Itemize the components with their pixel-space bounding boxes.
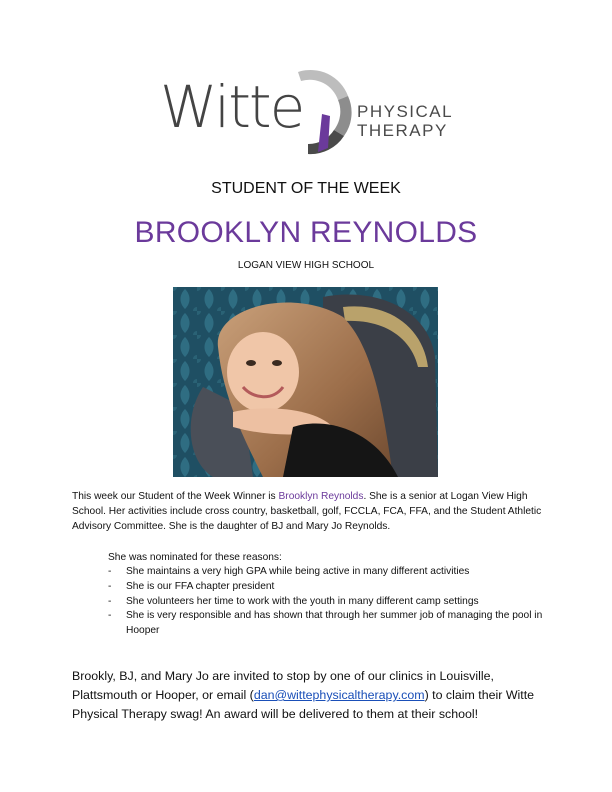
witte-logo	[160, 66, 460, 166]
reason-text: She maintains a very high GPA while being active in many different activities	[126, 566, 470, 577]
student-photo	[173, 287, 438, 477]
footer-text-before: Brookly, BJ, and Mary Jo are invited to stop by one of our clinics in Louisville, Plattsmouth or Hooper, or email (	[72, 669, 494, 702]
logo-wordmark: Witte	[160, 73, 304, 141]
footer-paragraph	[72, 667, 552, 724]
reasons-list	[108, 565, 548, 639]
list-item	[108, 565, 548, 580]
student-name: BROOKLYN REYNOLDS	[134, 216, 478, 249]
reason-text: She volunteers her time to work with the youth in many different camp settings	[126, 595, 479, 607]
intro-text-after: . She is a senior at Logan View High School. Her activities include cross country, basketball, golf, FCCLA, FCA, FFA, and the Student Athletic Advisory Committee. She is the daughter of BJ and Mary Jo Reynolds.	[72, 491, 542, 532]
bullet-dash: -	[108, 595, 112, 607]
reasons-heading: She was nominated for these reasons:	[108, 552, 282, 563]
footer-text-after: ) to claim their Witte Physical Therapy swag! An award will be delivered to them at their school!	[72, 688, 535, 721]
logo-tagline	[357, 102, 453, 140]
reason-text: She is very responsible and has shown that through her summer job of managing the pool in Hooper	[126, 610, 543, 637]
intro-text-before: This week our Student of the Week Winner is	[72, 491, 279, 502]
list-item	[108, 580, 548, 595]
bullet-dash: -	[108, 580, 112, 592]
logo-tagline-line2: THERAPY	[357, 121, 448, 140]
page-heading: STUDENT OF THE WEEK	[211, 180, 401, 197]
reason-text: She is our FFA chapter president	[126, 580, 275, 592]
school-name: LOGAN VIEW HIGH SCHOOL	[237, 260, 375, 271]
list-item	[108, 595, 548, 610]
intro-paragraph	[72, 490, 552, 534]
bullet-dash: -	[108, 610, 112, 622]
list-item	[108, 609, 548, 639]
email-link[interactable]: dan@wittephysicaltherapy.com	[253, 688, 425, 702]
logo-tagline-line1: PHYSICAL	[357, 102, 454, 121]
intro-student-name: Brooklyn Reynolds	[278, 491, 364, 502]
student-photo-image	[173, 287, 438, 477]
bullet-dash: -	[108, 566, 112, 577]
